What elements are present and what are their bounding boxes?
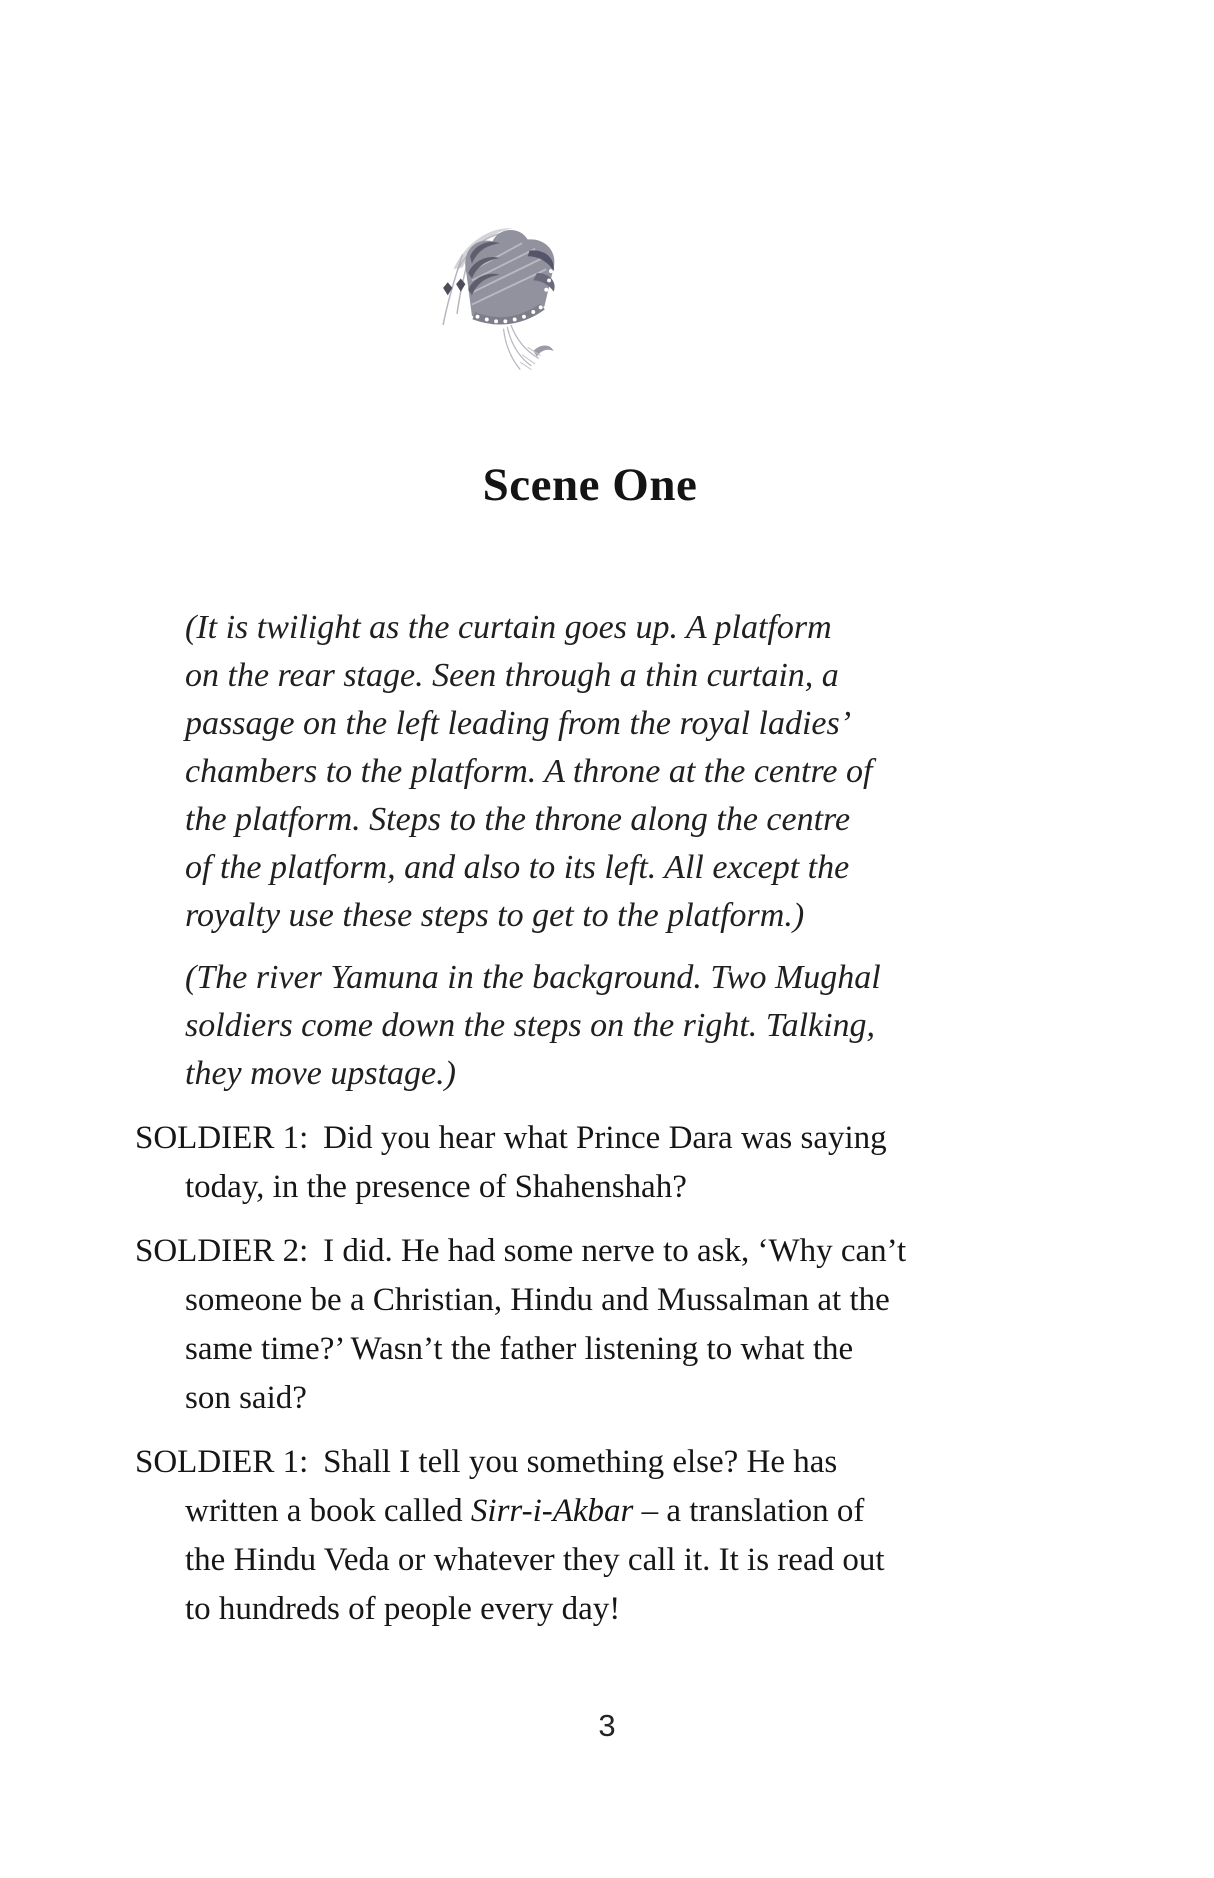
text-line: son said? — [185, 1380, 307, 1416]
page-number: 3 — [598, 1708, 616, 1743]
text-line — [135, 1227, 1025, 1276]
dialogue-text: Shall I tell you something else? He has — [323, 1444, 838, 1480]
dialogue-text: written a book called — [185, 1493, 471, 1529]
book-title-italic: Sirr-i-Akbar — [470, 1493, 634, 1529]
page-text-block — [135, 604, 1025, 1649]
speaker-label: SOLDIER 2: — [135, 1233, 309, 1269]
text-line: of the platform, and also to its left. All except the — [185, 849, 850, 886]
dialogue-paragraph — [135, 1227, 1025, 1423]
speaker-label: SOLDIER 1: — [135, 1120, 309, 1156]
text-line: the platform. Steps to the throne along the centre — [185, 801, 851, 838]
text-line: passage on the left leading from the royal ladies’ — [185, 705, 852, 742]
text-line — [185, 1487, 1025, 1536]
dialogue-block — [135, 1114, 1025, 1634]
text-line: (The river Yamuna in the background. Two Mughal — [185, 959, 881, 996]
text-line: royalty use these steps to get to the platform.) — [185, 897, 805, 934]
text-line: chambers to the platform. A throne at the centre of — [185, 753, 873, 790]
text-line — [135, 1438, 1025, 1487]
stage-direction-paragraph — [185, 604, 1025, 940]
dialogue-text: I did. He had some nerve to ask, ‘Why can’t — [323, 1233, 907, 1269]
text-line: (It is twilight as the curtain goes up. A platform — [185, 609, 832, 646]
text-line — [135, 1114, 1025, 1163]
text-line: soldiers come down the steps on the right. Talking, — [185, 1007, 876, 1044]
text-line: same time?’ Wasn’t the father listening to what the — [185, 1331, 854, 1367]
text-line: today, in the presence of Shahenshah? — [185, 1169, 687, 1205]
text-line: on the rear stage. Seen through a thin curtain, a — [185, 657, 839, 694]
text-line: they move upstage.) — [185, 1055, 456, 1092]
text-line: the Hindu Veda or whatever they call it. It is read out — [185, 1542, 885, 1578]
dialogue-paragraph — [135, 1438, 1025, 1634]
stage-direction-paragraph — [185, 954, 1025, 1098]
dialogue-paragraph — [135, 1114, 1025, 1212]
text-line: someone be a Christian, Hindu and Mussalman at the — [185, 1282, 890, 1318]
dialogue-text: – a translation of — [633, 1493, 865, 1529]
turban-ornament-illustration — [418, 213, 576, 385]
text-line: to hundreds of people every day! — [185, 1591, 621, 1627]
speaker-label: SOLDIER 1: — [135, 1444, 309, 1480]
scene-heading: Scene One — [482, 459, 698, 511]
dialogue-text: Did you hear what Prince Dara was saying — [323, 1120, 887, 1156]
